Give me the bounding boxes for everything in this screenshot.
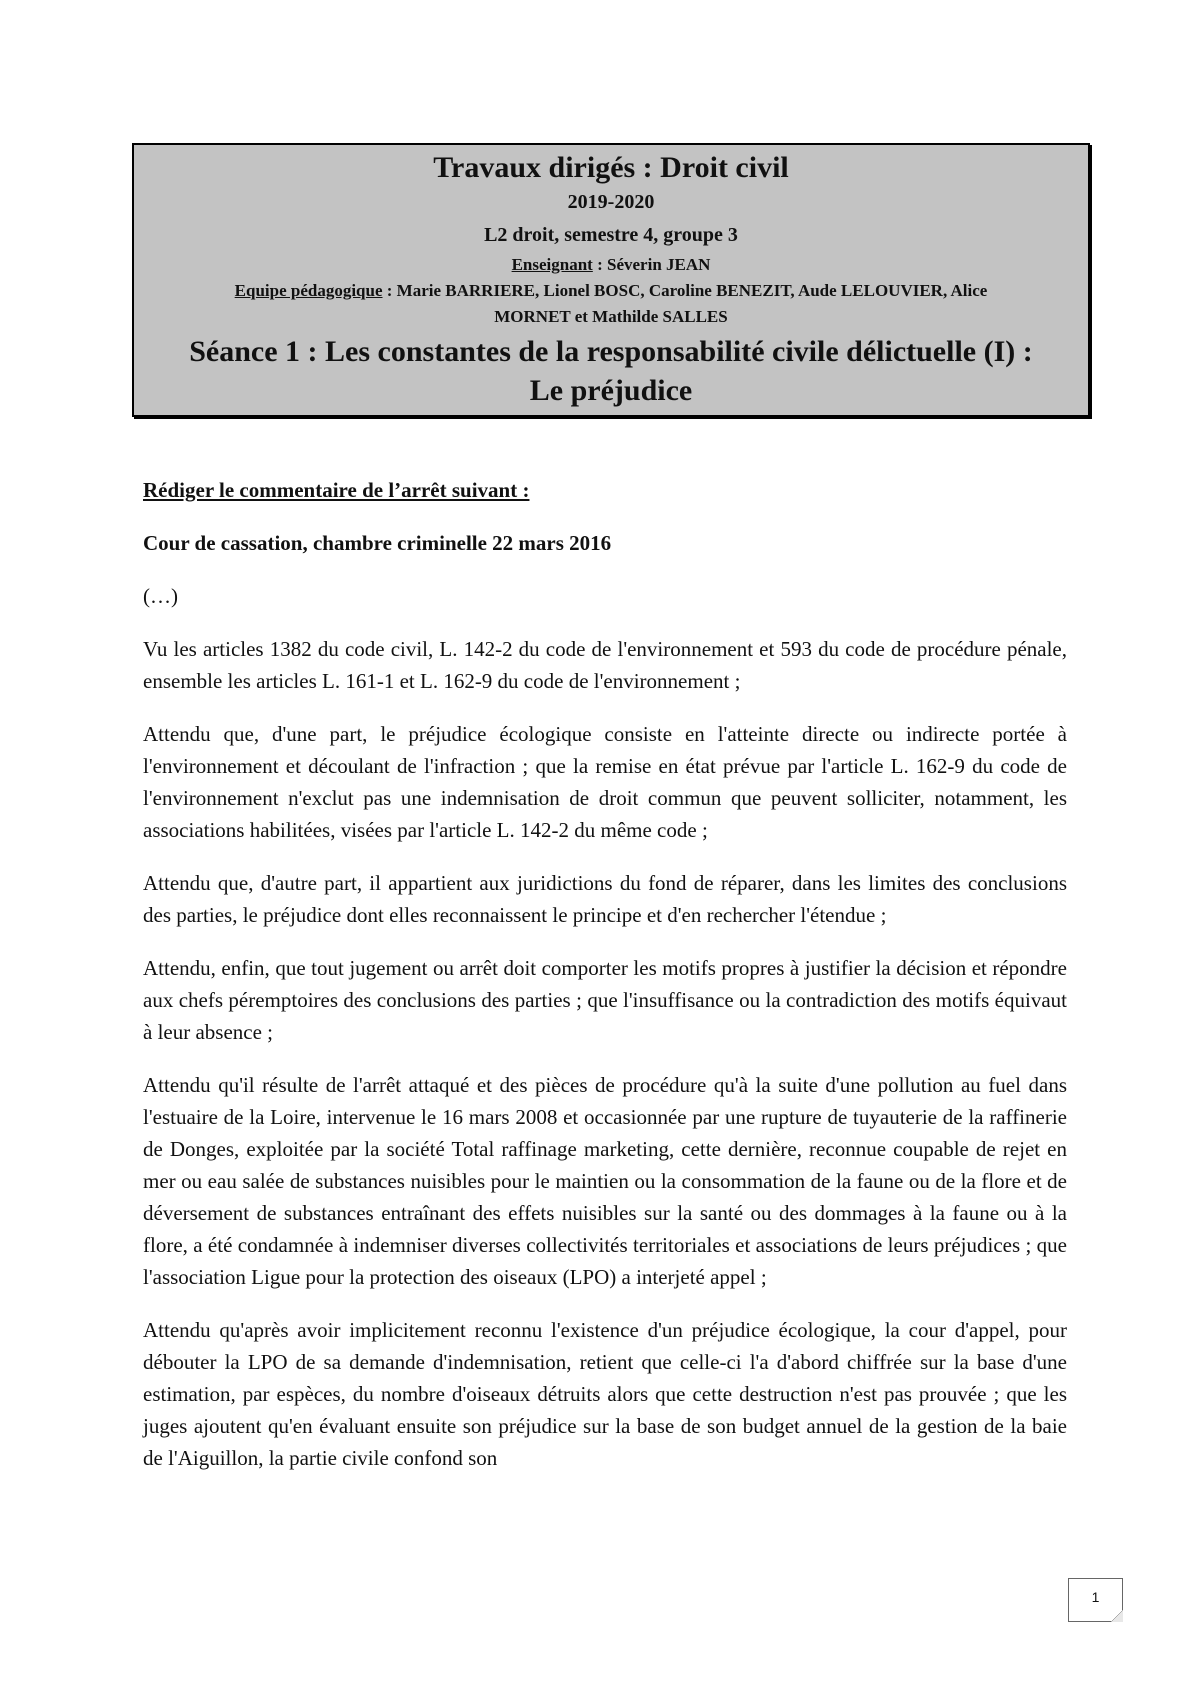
- court-decision-heading: Cour de cassation, chambre criminelle 22 mars 2016: [143, 531, 612, 555]
- paragraph: Attendu qu'il résulte de l'arrêt attaqué et des pièces de procédure qu'à la suite d'une pollution au fuel dans l'estuaire de la Loire, intervenue le 16 mars 2008 et occasionnée par une rupture de tuyauterie de la raffinerie de Donges, exploitée par la société Total raffinage marketing, cette dernière, reconnue coupable de rejet en mer ou eau salée de substances nuisibles pour le maintien ou la consommation de la faune ou de la flore et de déversement de substances entraînant des effets nuisibles sur la santé ou des dommages à la faune ou à la flore, a été condamnée à indemniser diverses collectivités territoriales et associations de leurs préjudices ; que l'association Ligue pour la protection des oiseaux (LPO) a interjeté appel ;: [143, 1073, 1067, 1289]
- page-number-badge: [1068, 1578, 1123, 1622]
- course-group: L2 droit, semestre 4, groupe 3: [484, 224, 738, 246]
- ellipsis: (…): [143, 584, 178, 608]
- course-title: Travaux dirigés : Droit civil: [433, 151, 789, 184]
- teacher-line: [134, 255, 1088, 275]
- team-line-2: MORNET et Mathilde SALLES: [494, 307, 728, 326]
- title-box: [132, 143, 1090, 417]
- instruction-heading: Rédiger le commentaire de l’arrêt suivant :: [143, 478, 530, 502]
- paragraph: Vu les articles 1382 du code civil, L. 142-2 du code de l'environnement et 593 du code de procédure pénale, ensemble les articles L. 161-1 et L. 162-9 du code de l'environnement ;: [143, 637, 1067, 693]
- team-members-1: : Marie BARRIERE, Lionel BOSC, Caroline BENEZIT, Aude LELOUVIER, Alice: [382, 281, 988, 300]
- seance-title-line-1: Séance 1 : Les constantes de la responsabilité civile délictuelle (I) :: [189, 335, 1033, 368]
- paragraph: Attendu que, d'autre part, il appartient aux juridictions du fond de réparer, dans les limites des conclusions des parties, le préjudice dont elles reconnaissent le principe et d'en rechercher l'étendue ;: [143, 871, 1067, 927]
- seance-title-line-2: Le préjudice: [529, 374, 693, 407]
- academic-year: 2019-2020: [567, 191, 655, 213]
- team-label: Equipe pédagogique: [234, 281, 383, 300]
- team-line-1: [134, 281, 1088, 301]
- document-body: [143, 474, 1067, 1495]
- teacher-label: Enseignant: [511, 255, 593, 274]
- paragraph: Attendu qu'après avoir implicitement reconnu l'existence d'un préjudice écologique, la cour d'appel, pour débouter la LPO de sa demande d'indemnisation, retient que celle-ci l'a d'abord chiffrée sur la base d'une estimation, par espèces, du nombre d'oiseaux détruits alors que cette destruction n'est pas prouvée ; que les juges ajoutent qu'en évaluant ensuite son préjudice sur la base de son budget annuel de la gestion de la baie de l'Aiguillon, la partie civile confond son: [143, 1318, 1067, 1470]
- paragraph: Attendu, enfin, que tout jugement ou arrêt doit comporter les motifs propres à justifier la décision et répondre aux chefs péremptoires des conclusions des parties ; que l'insuffisance ou la contradiction des motifs équivaut à leur absence ;: [143, 956, 1067, 1044]
- paragraph: Attendu que, d'une part, le préjudice écologique consiste en l'atteinte directe ou indirecte portée à l'environnement et découlant de l'infraction ; que la remise en état prévue par l'article L. 162-9 du code de l'environnement n'exclut pas une indemnisation de droit commun que peuvent solliciter, notamment, les associations habilitées, visées par l'article L. 142-2 du même code ;: [143, 722, 1067, 842]
- teacher-separator: :: [592, 255, 607, 274]
- teacher-name: Séverin JEAN: [607, 255, 711, 274]
- page-fold-icon: [1111, 1610, 1123, 1622]
- page-number: 1: [1091, 1589, 1100, 1605]
